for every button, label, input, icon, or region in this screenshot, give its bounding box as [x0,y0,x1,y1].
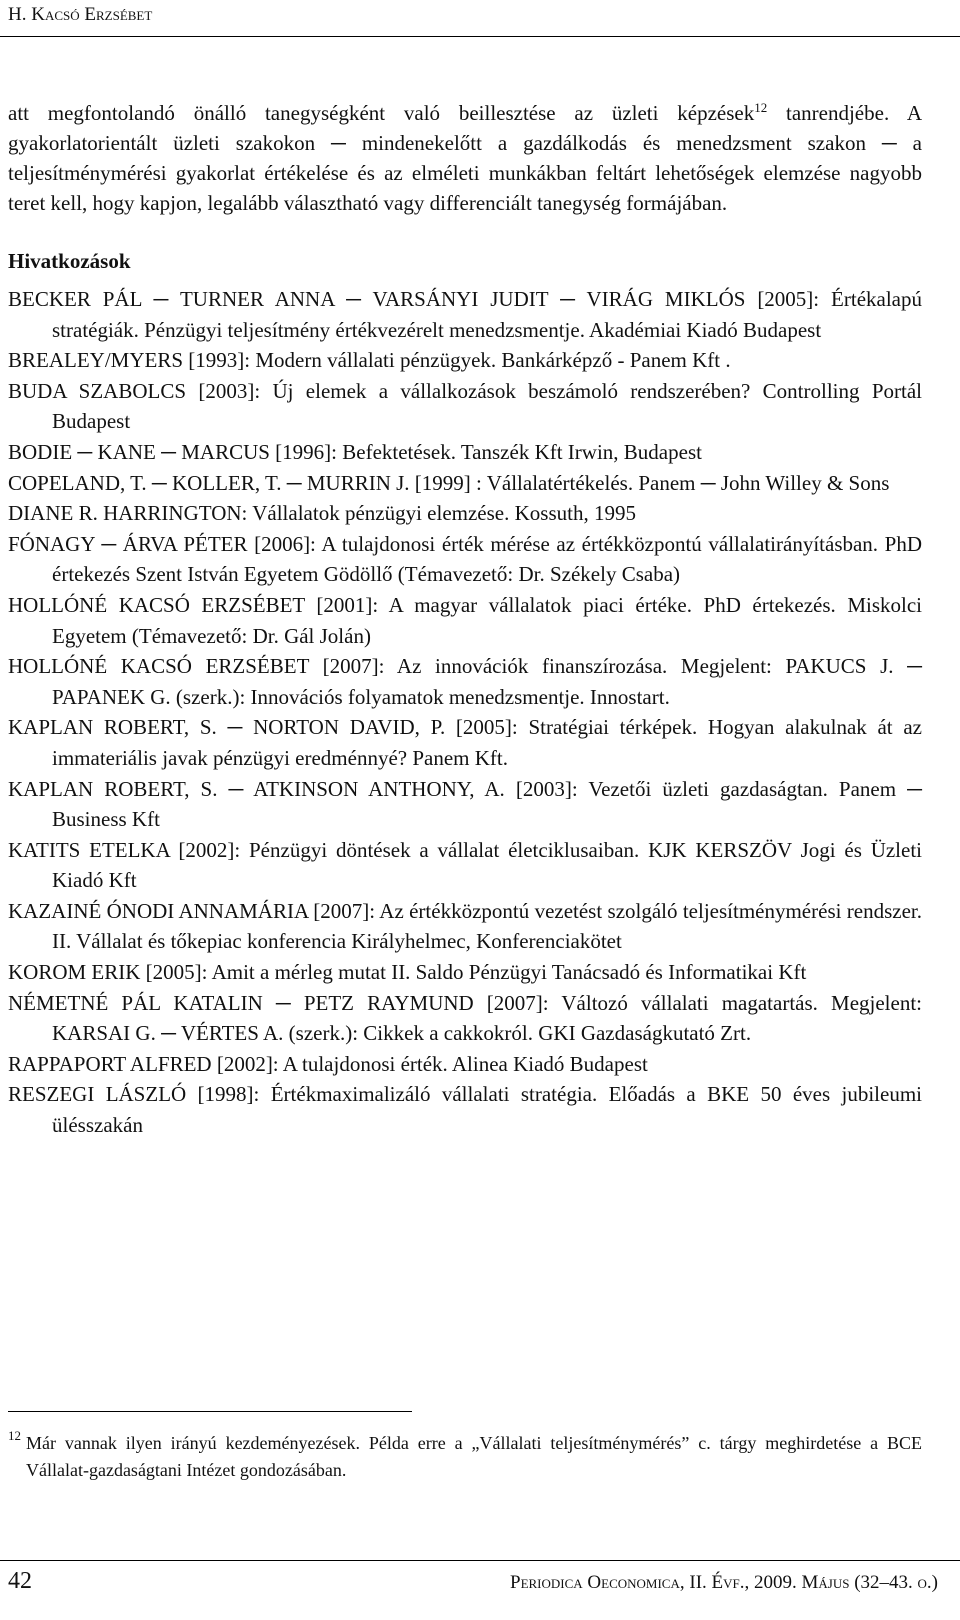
reference-item: DIANE R. HARRINGTON: Vállalatok pénzügyi elemzése. Kossuth, 1995 [8,501,636,526]
reference-item: HOLLÓNÉ KACSÓ ERZSÉBET [2001]: A magyar vállalatok piaci értéke. PhD értekezés. Miskolci Egyetem (Témavezető: Dr. Gál Jolán) [8,592,922,648]
footnote-separator [8,1411,412,1412]
running-head: H. Kacsó Erzsébet [8,4,153,25]
reference-item: BUDA SZABOLCS [2003]: Új elemek a vállalkozások beszámoló rendszerében? Controlling Portál Budapest [8,378,922,434]
reference-item: BODIE ─ KANE ─ MARCUS [1996]: Befektetések. Tanszék Kft Irwin, Budapest [8,439,702,464]
reference-item: FÓNAGY ─ ÁRVA PÉTER [2006]: A tulajdonosi érték mérése az értékközpontú vállalatirányításban. PhD értekezés Szent István Egyetem Gödöllő (Témavezető: Dr. Székely Csaba) [8,531,922,587]
reference-item: KAZAINÉ ÓNODI ANNAMÁRIA [2007]: Az értékközpontú vezetést szolgáló teljesítménymérési rendszer. II. Vállalat és tőkepiac konferencia Királyhelmec, Konferenciakötet [8,898,922,954]
main-text [8,98,922,1141]
reference-list [8,284,922,1141]
footnote [8,1430,922,1484]
footnote-text: Már vannak ilyen irányú kezdeményezések. Példa erre a „Vállalati teljesítménymérés” c. tárgy meghirdetése a BCE Vállalat-gazdaságtani Intézet gondozásában. [26,1433,922,1480]
footer-rule [0,1560,960,1561]
footnote-ref[interactable]: 12 [754,100,768,115]
journal-citation: Periodica Oeconomica, II. Évf., 2009. Május (32–43. o.) [510,1572,938,1593]
header-rule [0,36,960,37]
footnote-number: 12 [8,1428,21,1443]
page-number: 42 [8,1568,32,1594]
reference-item: KAPLAN ROBERT, S. ─ ATKINSON ANTHONY, A. [2003]: Vezetői üzleti gazdaságtan. Panem ─ Business Kft [8,776,922,832]
reference-item: BREALEY/MYERS [1993]: Modern vállalati pénzügyek. Bankárképző - Panem Kft . [8,348,731,373]
body-paragraph [8,98,922,218]
reference-item: KOROM ERIK [2005]: Amit a mérleg mutat II. Saldo Pénzügyi Tanácsadó és Informatikai Kft [8,960,807,985]
paragraph-text-cont: tanrendjébe. A gyakorlatorientált üzleti szakokon ─ mindenekelőtt a gazdálkodás és menedzsment szakon ─ a teljesítménymérési gyakorlat értékelése és az elméleti munkákban feltárt lehetőségek elemzése nagyobb teret kell, hogy kapjon, legalább választható vagy differenciált tanegység formájában. [8,101,922,215]
reference-item: RESZEGI LÁSZLÓ [1998]: Értékmaximalizáló vállalati stratégia. Előadás a BKE 50 éves jubileumi ülésszakán [8,1082,922,1138]
reference-item: KAPLAN ROBERT, S. ─ NORTON DAVID, P. [2005]: Stratégiai térképek. Hogyan alakulnak át az immateriális javak pénzügyi eredménnyé? Panem Kft. [8,715,922,770]
reference-item: BECKER PÁL ─ TURNER ANNA ─ VARSÁNYI JUDIT ─ VIRÁG MIKLÓS [2005]: Értékalapú stratégiák. Pénzügyi teljesítmény értékvezérelt menedzsmentje. Akadémiai Kiadó Budapest [8,287,922,342]
reference-item: HOLLÓNÉ KACSÓ ERZSÉBET [2007]: Az innovációk finanszírozása. Megjelent: PAKUCS J. ─ PAPANEK G. (szerk.): Innovációs folyamatok menedzsmentje. Innostart. [8,654,922,709]
reference-item: KATITS ETELKA [2002]: Pénzügyi döntések a vállalat életciklusaiban. KJK KERSZÖV Jogi és Üzleti Kiadó Kft [8,837,922,893]
paragraph-text: att megfontolandó önálló tanegységként való beillesztése az üzleti képzések [8,101,755,125]
reference-item: NÉMETNÉ PÁL KATALIN ─ PETZ RAYMUND [2007]: Változó vállalati magatartás. Megjelent: KARSAI G. ─ VÉRTES A. (szerk.): Cikkek a cakkokról. GKI Gazdaságkutató Zrt. [8,990,922,1046]
reference-item: COPELAND, T. ─ KOLLER, T. ─ MURRIN J. [1999] : Vállalatértékelés. Panem ─ John Willey & Sons [8,470,890,495]
references-heading: Hivatkozások [8,249,131,273]
reference-item: RAPPAPORT ALFRED [2002]: A tulajdonosi érték. Alinea Kiadó Budapest [8,1051,648,1076]
